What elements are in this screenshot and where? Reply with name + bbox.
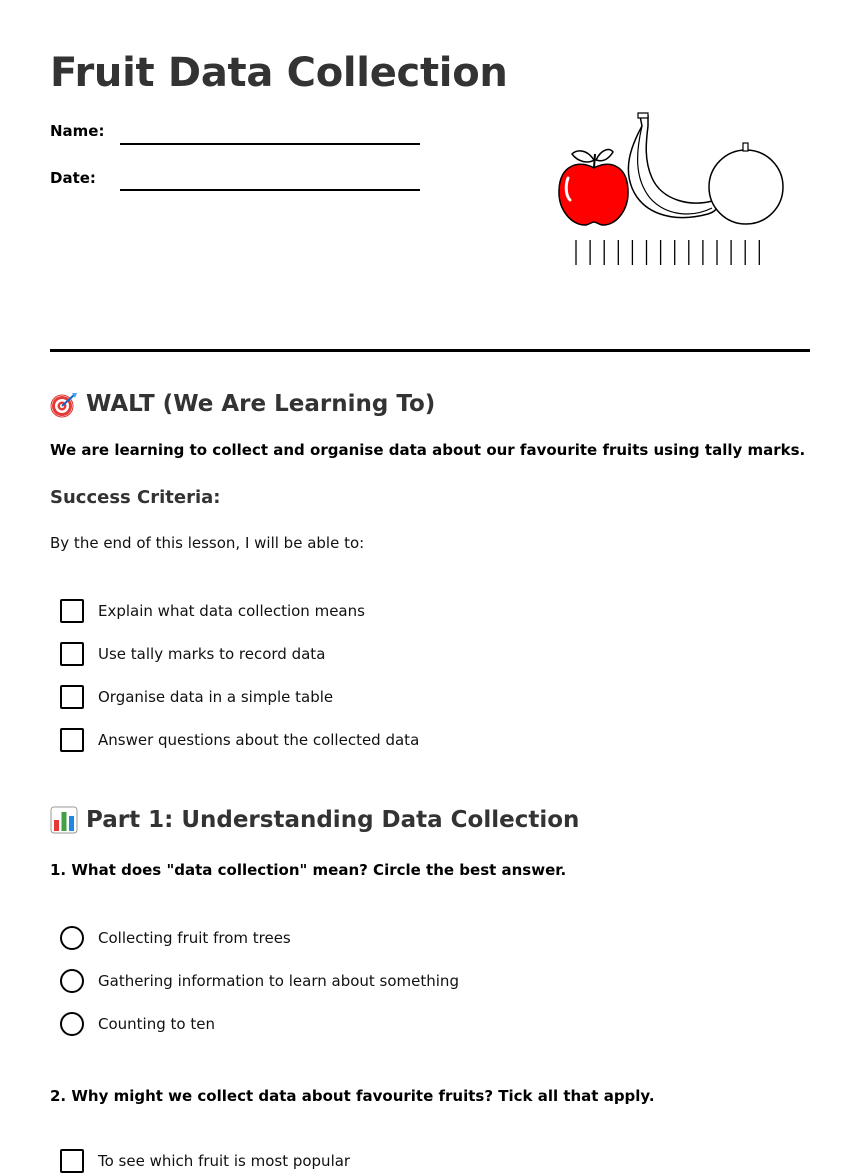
tally-marks xyxy=(576,240,759,265)
walt-heading-text: WALT (We Are Learning To) xyxy=(86,391,436,417)
option-label: Gathering information to learn about something xyxy=(98,972,459,990)
criteria-label: Answer questions about the collected data xyxy=(98,731,420,749)
name-label: Name: xyxy=(50,122,105,140)
bar-chart-icon xyxy=(50,806,78,834)
criteria-label: Organise data in a simple table xyxy=(98,688,334,706)
radio-circle[interactable] xyxy=(60,926,84,950)
fruit-illustration xyxy=(550,108,790,273)
orange-icon xyxy=(709,143,783,224)
option-label: Collecting fruit from trees xyxy=(98,929,291,947)
radio-circle[interactable] xyxy=(60,1012,84,1036)
criteria-item[interactable] xyxy=(60,728,420,752)
criteria-label: Use tally marks to record data xyxy=(98,645,326,663)
checkbox[interactable] xyxy=(60,1149,84,1173)
q1-option[interactable] xyxy=(60,969,459,993)
radio-circle[interactable] xyxy=(60,969,84,993)
date-field[interactable] xyxy=(120,189,420,191)
criteria-intro: By the end of this lesson, I will be able to: xyxy=(50,534,365,552)
date-label: Date: xyxy=(50,169,96,187)
q1-option[interactable] xyxy=(60,1012,215,1036)
part1-heading-text: Part 1: Understanding Data Collection xyxy=(86,807,580,833)
part1-heading xyxy=(50,806,579,834)
q1-option[interactable] xyxy=(60,926,291,950)
criteria-item[interactable] xyxy=(60,642,326,666)
criteria-item[interactable] xyxy=(60,685,334,709)
page-title: Fruit Data Collection xyxy=(50,50,508,96)
criteria-label: Explain what data collection means xyxy=(98,602,365,620)
question-1: 1. What does "data collection" mean? Circle the best answer. xyxy=(50,861,567,879)
target-icon xyxy=(50,390,78,418)
checkbox[interactable] xyxy=(60,685,84,709)
walt-statement: We are learning to collect and organise data about our favourite fruits using tally marks. xyxy=(50,441,806,459)
checkbox[interactable] xyxy=(60,599,84,623)
success-criteria-heading: Success Criteria: xyxy=(50,487,221,508)
name-field[interactable] xyxy=(120,143,420,145)
section-divider xyxy=(50,349,810,352)
checkbox[interactable] xyxy=(60,642,84,666)
criteria-item[interactable] xyxy=(60,599,365,623)
option-label: Counting to ten xyxy=(98,1015,215,1033)
q2-option[interactable] xyxy=(60,1149,351,1173)
walt-heading xyxy=(50,390,435,418)
banana-icon xyxy=(628,113,718,218)
option-label: To see which fruit is most popular xyxy=(98,1152,351,1170)
checkbox[interactable] xyxy=(60,728,84,752)
question-2: 2. Why might we collect data about favourite fruits? Tick all that apply. xyxy=(50,1087,655,1105)
apple-icon xyxy=(559,150,628,225)
